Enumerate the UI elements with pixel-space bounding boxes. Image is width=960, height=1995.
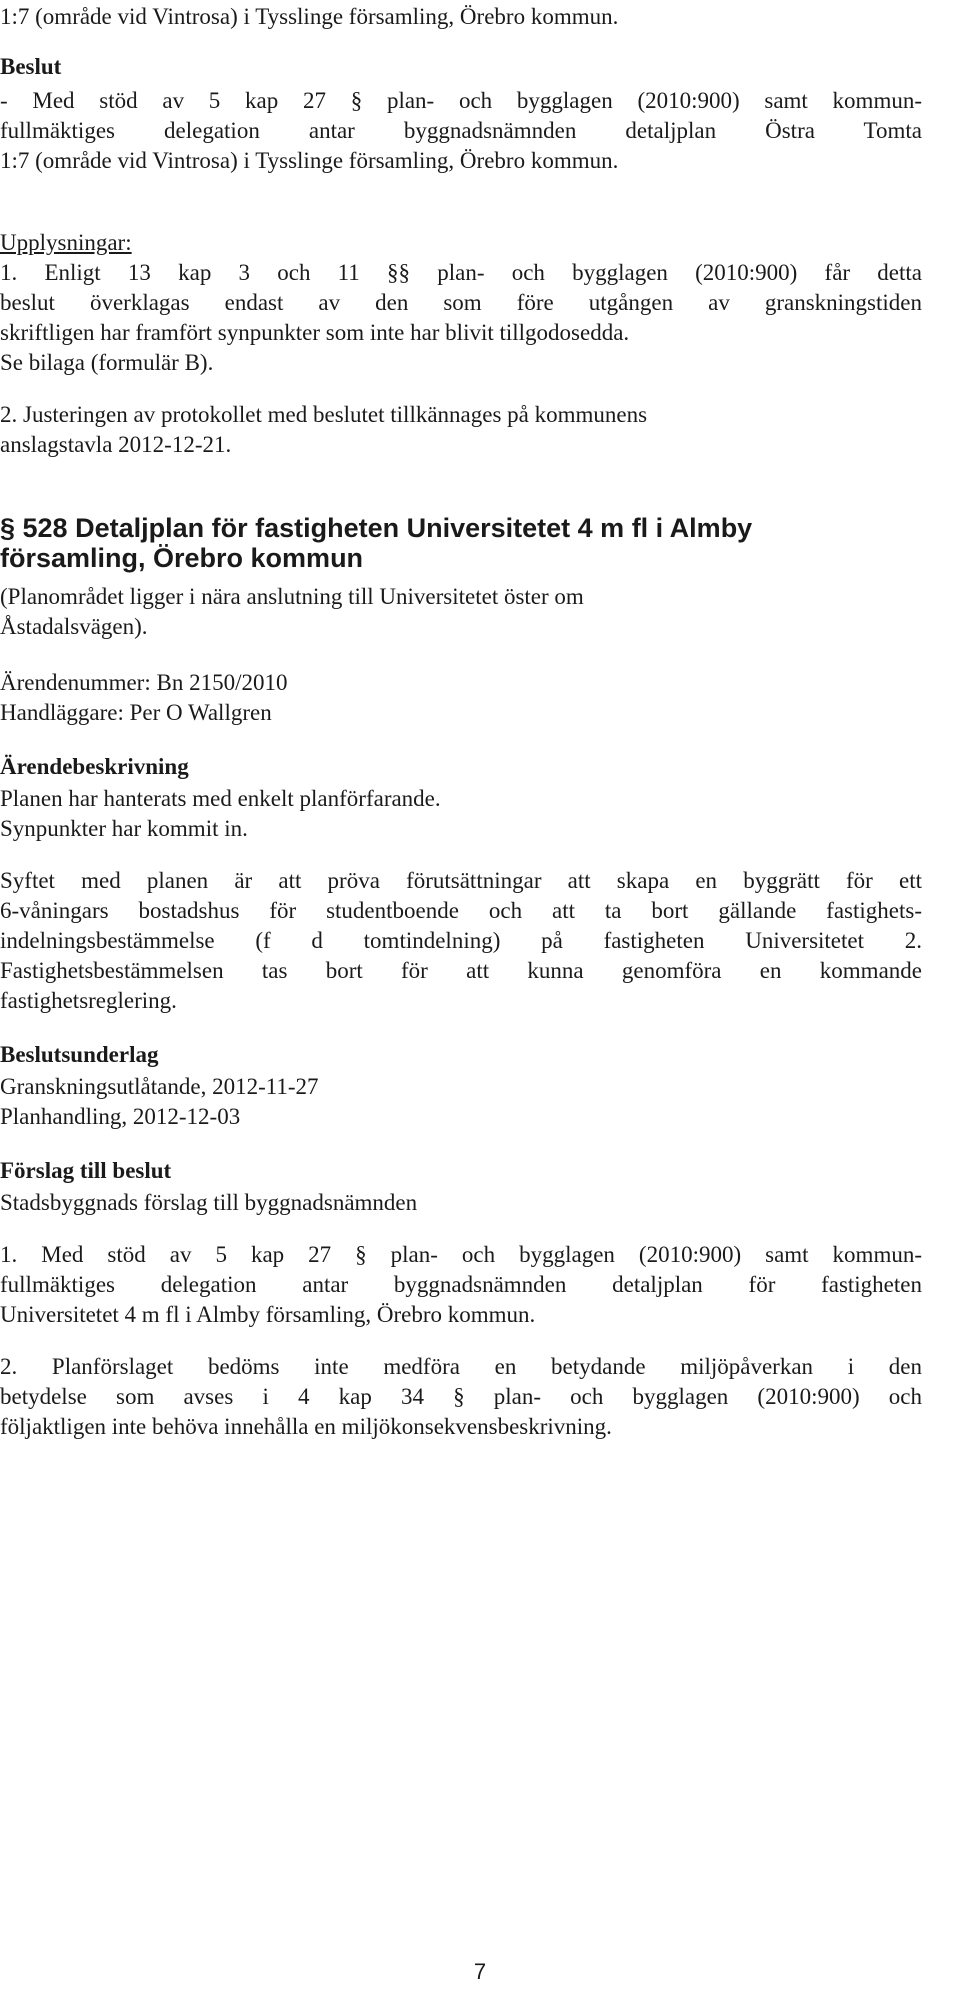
syfte-line: 6-våningars bostadshus för studentboende och att ta bort gällande fastighets-	[0, 898, 922, 923]
beslutsunderlag-item: Granskningsutlåtande, 2012-11-27	[0, 1074, 319, 1099]
arendebeskrivning-heading: Ärendebeskrivning	[0, 754, 189, 779]
beslut-line: - Med stöd av 5 kap 27 § plan- och bygglagen (2010:900) samt kommun-	[0, 88, 922, 113]
syfte-line: Syftet med planen är att pröva förutsättningar att skapa en byggrätt för ett	[0, 868, 922, 893]
section-528-heading: § 528 Detaljplan för fastigheten Universitetet 4 m fl i Almby	[0, 513, 753, 543]
forslag-intro: Stadsbyggnads förslag till byggnadsnämnden	[0, 1190, 418, 1215]
forslag-item1-line: 1. Med stöd av 5 kap 27 § plan- och bygglagen (2010:900) samt kommun-	[0, 1242, 922, 1267]
arendenummer: Ärendenummer: Bn 2150/2010	[0, 670, 288, 695]
arendebeskrivning-line: Planen har hanterats med enkelt planförfarande.	[0, 786, 441, 811]
section-528-heading-cont: församling, Örebro kommun	[0, 543, 364, 573]
beslut-line: fullmäktiges delegation antar byggnadsnämnden detaljplan Östra Tomta	[0, 118, 922, 143]
syfte-line: indelningsbestämmelse (f d tomtindelning) på fastigheten Universitetet 2.	[0, 928, 922, 953]
beslutsunderlag-heading: Beslutsunderlag	[0, 1042, 159, 1067]
section-528-subline: Åstadalsvägen).	[0, 614, 148, 639]
upplysningar-item1-line: beslut överklagas endast av den som före utgången av granskningstiden	[0, 290, 922, 315]
forslag-item2-line: betydelse som avses i 4 kap 34 § plan- och bygglagen (2010:900) och	[0, 1384, 922, 1409]
syfte-line: fastighetsreglering.	[0, 988, 177, 1013]
handlaggare: Handläggare: Per O Wallgren	[0, 700, 272, 725]
beslutsunderlag-item: Planhandling, 2012-12-03	[0, 1104, 241, 1129]
page-number: 7	[473, 1959, 487, 1984]
section-528-subline: (Planområdet ligger i nära anslutning till Universitetet öster om	[0, 584, 584, 609]
syfte-line: Fastighetsbestämmelsen tas bort för att kunna genomföra en kommande	[0, 958, 922, 983]
forslag-item1-line: fullmäktiges delegation antar byggnadsnämnden detaljplan för fastigheten	[0, 1272, 922, 1297]
arendebeskrivning-line: Synpunkter har kommit in.	[0, 816, 248, 841]
forslag-heading: Förslag till beslut	[0, 1158, 172, 1183]
beslut-line: 1:7 (område vid Vintrosa) i Tysslinge församling, Örebro kommun.	[0, 148, 619, 173]
top-continuation-line: 1:7 (område vid Vintrosa) i Tysslinge församling, Örebro kommun.	[0, 4, 619, 29]
forslag-item2-line: följaktligen inte behöva innehålla en miljökonsekvensbeskrivning.	[0, 1414, 612, 1439]
upplysningar-heading: Upplysningar:	[0, 230, 132, 255]
upplysningar-item1-line: Se bilaga (formulär B).	[0, 350, 214, 375]
upplysningar-item1-line: skriftligen har framfört synpunkter som inte har blivit tillgodosedda.	[0, 320, 630, 345]
beslut-heading: Beslut	[0, 54, 62, 79]
upplysningar-item2-line: anslagstavla 2012-12-21.	[0, 432, 232, 457]
upplysningar-item1-line: 1. Enligt 13 kap 3 och 11 §§ plan- och bygglagen (2010:900) får detta	[0, 260, 922, 285]
forslag-item1-line: Universitetet 4 m fl i Almby församling, Örebro kommun.	[0, 1302, 536, 1327]
upplysningar-item2-line: 2. Justeringen av protokollet med beslutet tillkännages på kommunens	[0, 402, 648, 427]
forslag-item2-line: 2. Planförslaget bedöms inte medföra en betydande miljöpåverkan i den	[0, 1354, 922, 1379]
